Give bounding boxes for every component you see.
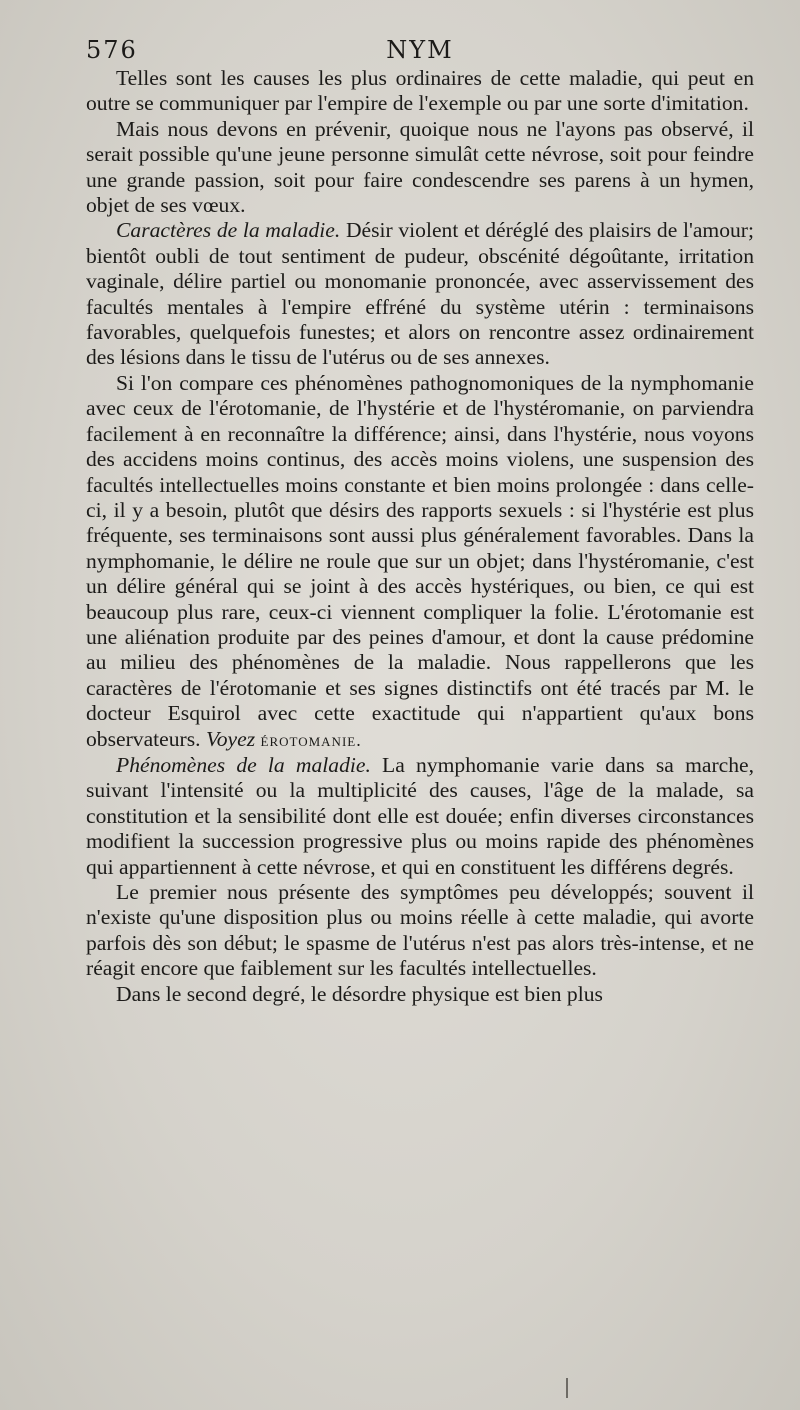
paragraph-text: Si l'on compare ces phénomènes pathognomoniques de la nymphomanie avec ceux de l'érotomanie, de l'hystérie et de l'hystéromanie, on parviendra facilement à en reconnaître la différence; ainsi, dans l'hystérie, nous voyons des accidens moins continus, des accès moins violens, une suspension des facultés intellectuelles moins constante et bien moins prolongée : dans celle-ci, il y a besoin, plutôt que désirs des rapports sexuels : si l'hystérie est plus fréquente, ses terminaisons sont aussi plus généralement favorables. Dans la nymphomanie, le délire ne roule que sur un objet; dans l'hystéromanie, c'est un délire général qui se joint à des accès hystériques, ou bien, ce qui est beaucoup plus rare, ceux-ci viennent compliquer la folie. L'érotomanie est une aliénation produite par des peines d'amour, et dont la cause prédomine au milieu des phénomènes de la maladie. Nous rappellerons que les caractères de l'érotomanie et ses signes distinctifs ont été tracés par M. le docteur Esquirol avec cette exactitude qui n'appartient qu'aux bons observateurs. <box>86 370 754 751</box>
page-number: 576 <box>86 36 138 64</box>
paragraph <box>86 117 754 219</box>
print-mark <box>566 1378 568 1398</box>
cross-reference-target: érotomanie. <box>260 729 362 750</box>
section-heading: Caractères de la maladie. <box>116 218 341 243</box>
paragraph-text: Le premier nous présente des symptômes peu développés; souvent il n'existe qu'une disposition plus ou moins réelle à cette maladie, qui avorte parfois dès son début; le spasme de l'utérus n'est pas alors très-intense, et ne réagit encore que faiblement sur les facultés intellectuelles. <box>86 880 754 981</box>
paragraph <box>86 371 754 753</box>
paragraph <box>86 66 754 117</box>
paragraph <box>86 982 754 1007</box>
paragraph-text: Désir violent et déréglé des plaisirs de l'amour; bientôt oubli de tout sentiment de pudeur, obscénité dégoûtante, irritation vaginale, délire partiel ou monomanie prononcée, avec asservissement des facultés mentales à l'empire effréné du système utérin : terminaisons favorables, quelquefois funestes; et alors on rencontre assez ordinairement des lésions dans le tissu de l'utérus ou de ses annexes. <box>86 218 755 370</box>
running-title: NYM <box>386 36 454 64</box>
section-heading: Phénomènes de la maladie. <box>116 752 371 777</box>
paragraph-text: Mais nous devons en prévenir, quoique nous ne l'ayons pas observé, il serait possible qu'une jeune personne simulât cette névrose, soit pour feindre une grande passion, soit pour faire condescendre ses parens à un hymen, objet de ses vœux. <box>86 116 754 218</box>
paragraph-text: La nymphomanie varie dans sa marche, suivant l'intensité ou la multiplicité des causes, l'âge de la malade, sa constitution et la sensibilité dont elle est douée; enfin diverses circonstances modifient la succession progressive plus ou moins rapide des phénomènes qui appartiennent à cette névrose, et qui en constituent les différens degrés. <box>86 752 754 879</box>
paragraph-text: Telles sont les causes les plus ordinaires de cette maladie, qui peut en outre se communiquer par l'empire de l'exemple ou par une sorte d'imitation. <box>86 66 754 116</box>
paragraph <box>86 218 754 370</box>
page-body <box>86 66 754 1007</box>
page-header <box>86 36 754 70</box>
paragraph-text: Dans le second degré, le désordre physique est bien plus <box>116 981 603 1006</box>
paragraph <box>86 753 754 880</box>
cross-reference-label: Voyez <box>205 726 256 751</box>
paragraph <box>86 880 754 982</box>
